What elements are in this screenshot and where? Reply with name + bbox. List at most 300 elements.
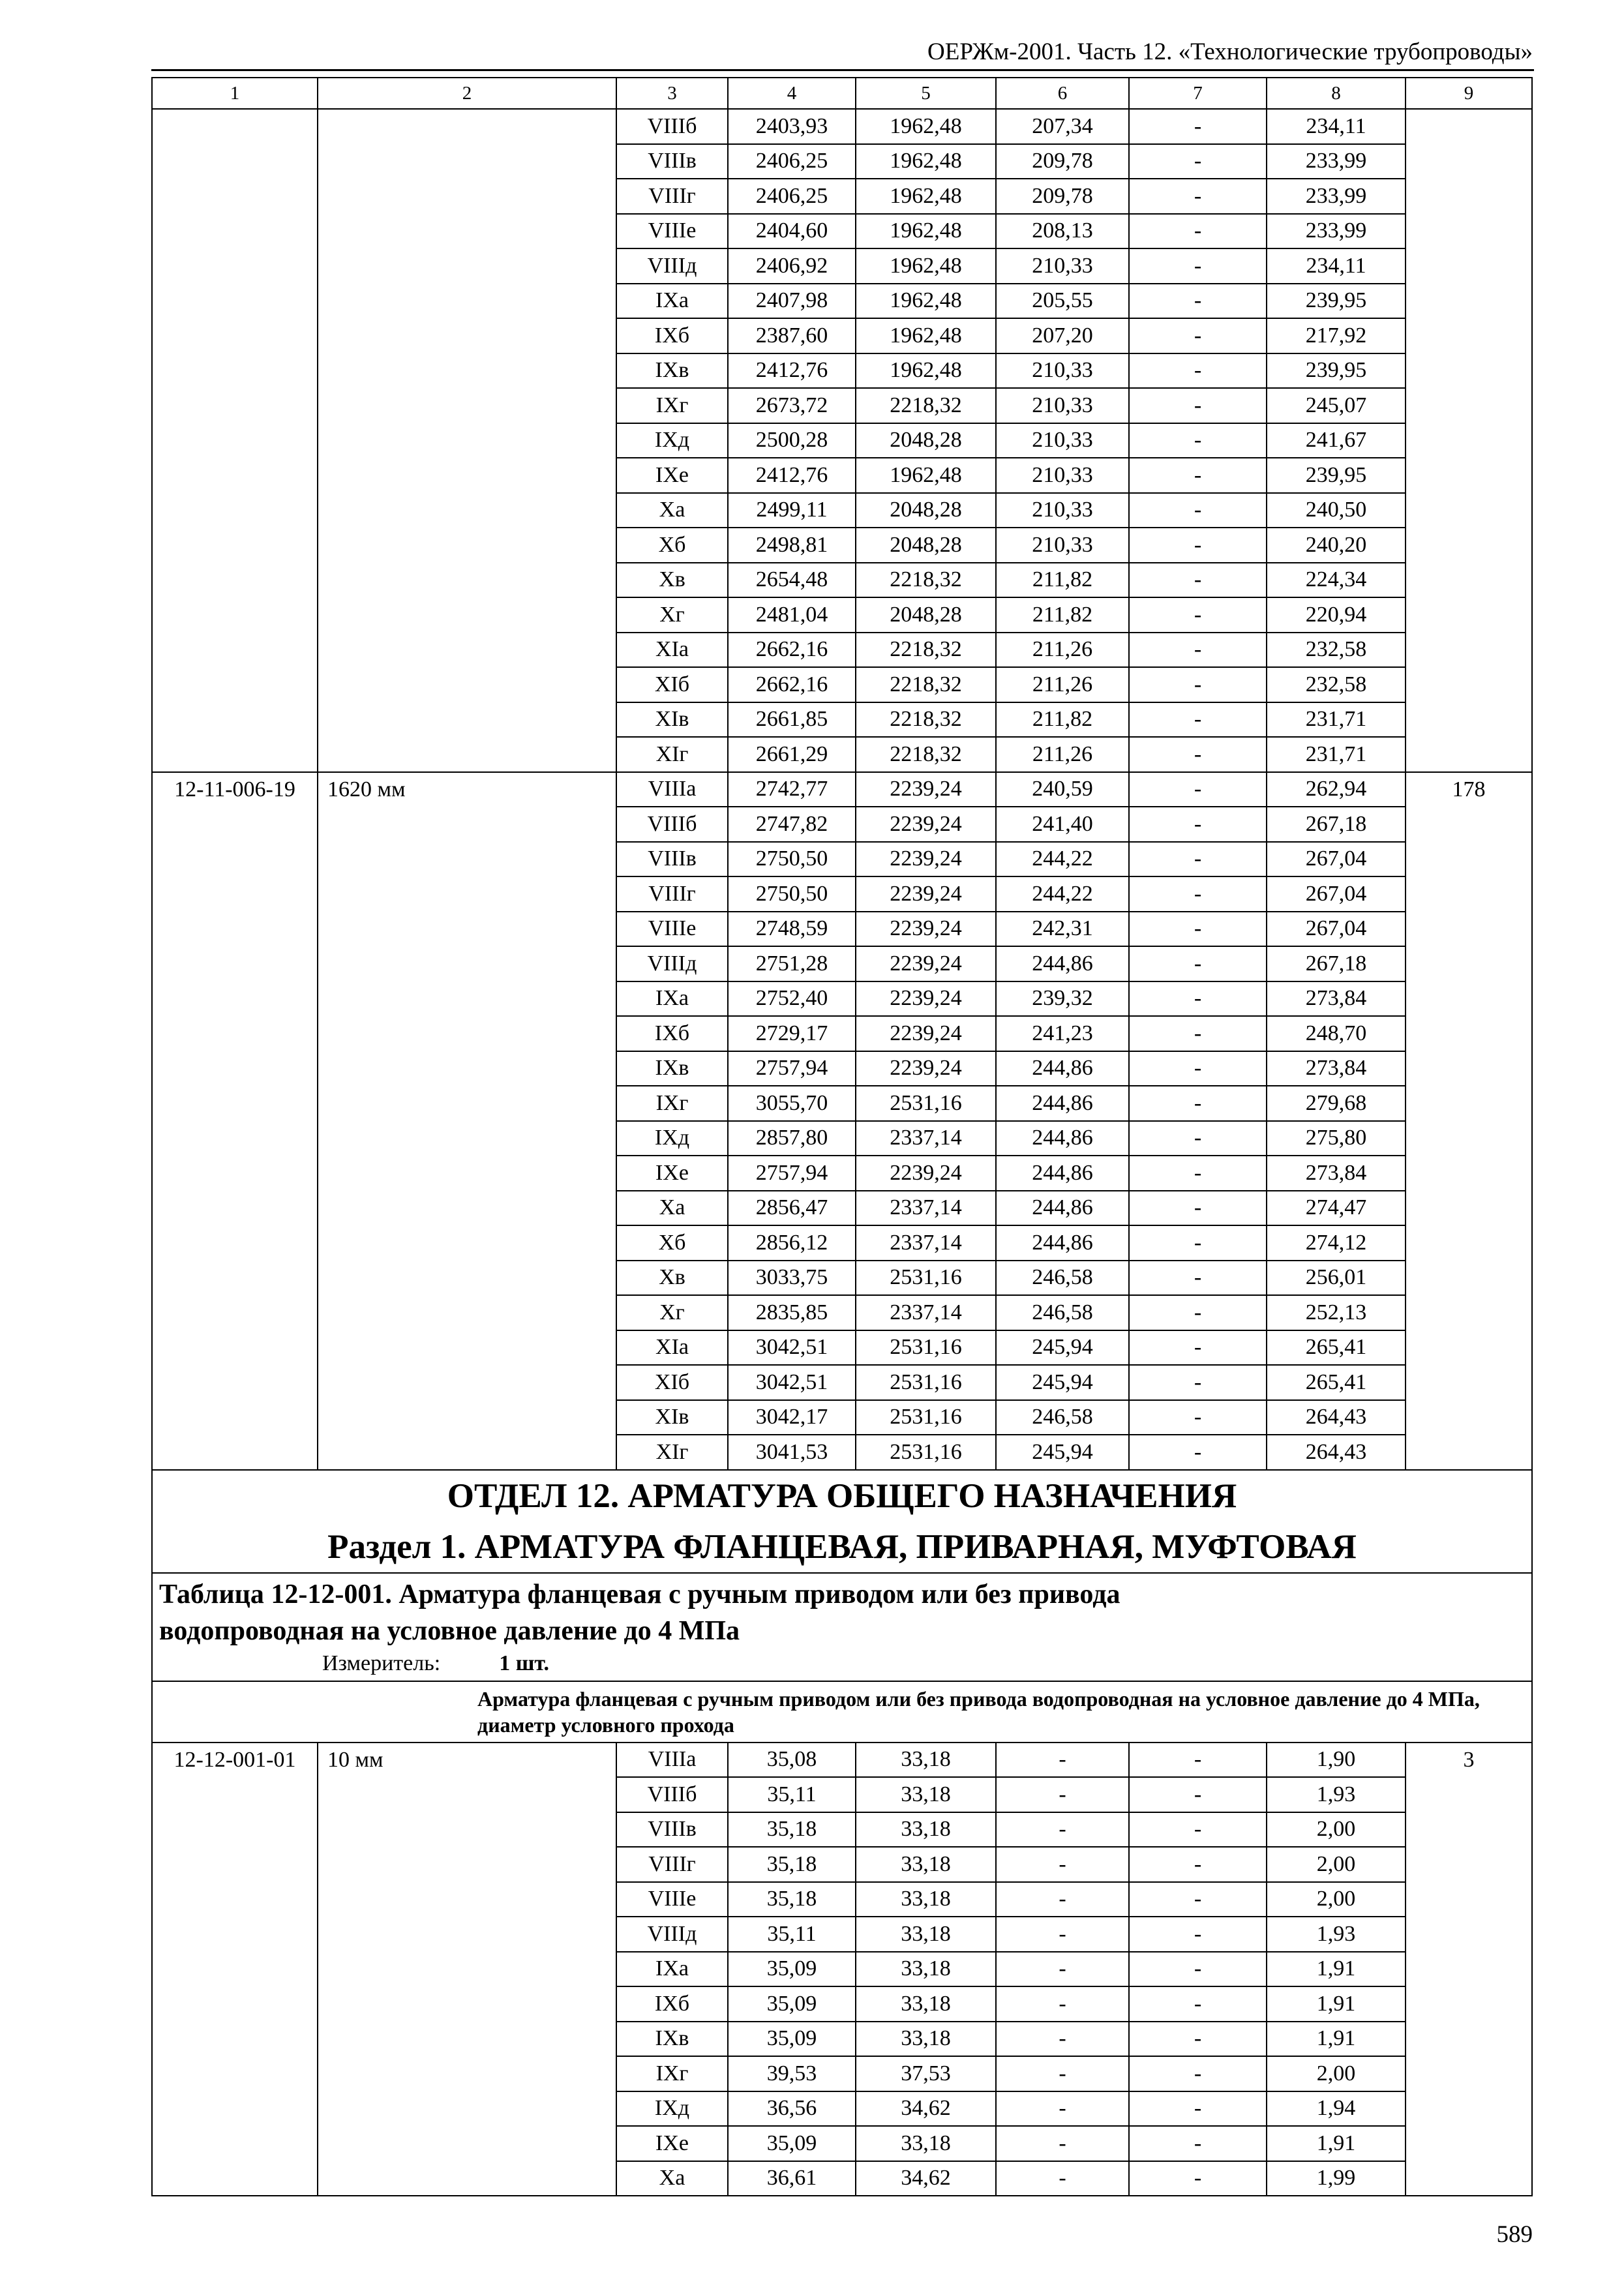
zone-cell: VIIIе <box>616 912 728 947</box>
machine-operation-cell: 210,33 <box>996 388 1129 423</box>
direct-costs-cell: 2729,17 <box>728 1016 856 1051</box>
driver-wages-cell: - <box>1129 2091 1267 2127</box>
wages-cell: 2218,32 <box>856 667 996 702</box>
materials-cell: 267,04 <box>1267 842 1406 877</box>
wages-cell: 2239,24 <box>856 842 996 877</box>
materials-cell: 2,00 <box>1267 1882 1406 1917</box>
direct-costs-cell: 2499,11 <box>728 493 856 528</box>
driver-wages-cell: - <box>1129 2056 1267 2091</box>
driver-wages-cell: - <box>1129 2126 1267 2161</box>
machine-operation-cell: - <box>996 2091 1129 2127</box>
zone-cell: IXе <box>616 2126 728 2161</box>
driver-wages-cell: - <box>1129 807 1267 842</box>
driver-wages-cell: - <box>1129 946 1267 981</box>
driver-wages-cell: - <box>1129 1191 1267 1226</box>
zone-cell: IXг <box>616 2056 728 2091</box>
direct-costs-cell: 3033,75 <box>728 1261 856 1296</box>
direct-costs-cell: 2750,50 <box>728 876 856 912</box>
zone-cell: Xа <box>616 493 728 528</box>
machine-operation-cell: 245,94 <box>996 1365 1129 1400</box>
wages-cell: 2239,24 <box>856 807 996 842</box>
machine-operation-cell: 246,58 <box>996 1261 1129 1296</box>
driver-wages-cell: - <box>1129 1295 1267 1330</box>
machine-operation-cell: 210,33 <box>996 528 1129 563</box>
machine-operation-cell: 211,26 <box>996 737 1129 772</box>
materials-cell: 233,99 <box>1267 144 1406 179</box>
zone-cell: XIг <box>616 1435 728 1470</box>
materials-cell: 2,00 <box>1267 2056 1406 2091</box>
direct-costs-cell: 2481,04 <box>728 597 856 633</box>
materials-cell: 1,93 <box>1267 1917 1406 1952</box>
driver-wages-cell: - <box>1129 144 1267 179</box>
direct-costs-cell: 35,11 <box>728 1917 856 1952</box>
machine-operation-cell: 209,78 <box>996 179 1129 214</box>
table-title <box>152 1573 1532 1681</box>
wages-cell: 33,18 <box>856 1743 996 1778</box>
materials-cell: 239,95 <box>1267 353 1406 389</box>
wages-cell: 2218,32 <box>856 563 996 598</box>
materials-cell: 273,84 <box>1267 1051 1406 1086</box>
wages-cell: 2531,16 <box>856 1261 996 1296</box>
materials-cell: 274,47 <box>1267 1191 1406 1226</box>
zone-cell: IXв <box>616 1051 728 1086</box>
materials-cell: 231,71 <box>1267 737 1406 772</box>
direct-costs-cell: 35,09 <box>728 2126 856 2161</box>
column-number: 7 <box>1129 78 1267 109</box>
measure-unit <box>159 1649 1525 1678</box>
norm-code-cell <box>152 109 318 772</box>
driver-wages-cell: - <box>1129 1330 1267 1366</box>
wages-cell: 2337,14 <box>856 1121 996 1156</box>
materials-cell: 224,34 <box>1267 563 1406 598</box>
materials-cell: 232,58 <box>1267 667 1406 702</box>
column-number: 3 <box>616 78 728 109</box>
machine-operation-cell: - <box>996 1917 1129 1952</box>
machine-operation-cell: 240,59 <box>996 772 1129 807</box>
wages-cell: 2218,32 <box>856 702 996 738</box>
machine-operation-cell: - <box>996 1952 1129 1987</box>
direct-costs-cell: 2403,93 <box>728 109 856 144</box>
wages-cell: 2239,24 <box>856 912 996 947</box>
direct-costs-cell: 35,11 <box>728 1777 856 1812</box>
materials-cell: 240,50 <box>1267 493 1406 528</box>
driver-wages-cell: - <box>1129 563 1267 598</box>
wages-cell: 2531,16 <box>856 1400 996 1435</box>
zone-cell: IXв <box>616 353 728 389</box>
driver-wages-cell: - <box>1129 1812 1267 1848</box>
wages-cell: 1962,48 <box>856 353 996 389</box>
wages-cell: 33,18 <box>856 1917 996 1952</box>
zone-cell: VIIIд <box>616 946 728 981</box>
materials-cell: 267,18 <box>1267 807 1406 842</box>
direct-costs-cell: 35,08 <box>728 1743 856 1778</box>
table-title-line2: водопроводная на условное давление до 4 МПа <box>159 1615 740 1646</box>
machine-operation-cell: 210,33 <box>996 353 1129 389</box>
materials-cell: 1,90 <box>1267 1743 1406 1778</box>
machine-operation-cell: 207,20 <box>996 318 1129 353</box>
driver-wages-cell: - <box>1129 633 1267 668</box>
driver-wages-cell: - <box>1129 1225 1267 1261</box>
driver-wages-cell: - <box>1129 179 1267 214</box>
table-title-line1: Таблица 12-12-001. Арматура фланцевая с ручным приводом или без привода <box>159 1579 1120 1609</box>
wages-cell: 33,18 <box>856 1986 996 2022</box>
driver-wages-cell: - <box>1129 318 1267 353</box>
driver-wages-cell: - <box>1129 1261 1267 1296</box>
machine-operation-cell: 244,86 <box>996 1191 1129 1226</box>
direct-costs-cell: 2856,47 <box>728 1191 856 1226</box>
wages-cell: 2218,32 <box>856 388 996 423</box>
driver-wages-cell: - <box>1129 528 1267 563</box>
direct-costs-cell: 3042,51 <box>728 1365 856 1400</box>
machine-operation-cell: 210,33 <box>996 248 1129 284</box>
driver-wages-cell: - <box>1129 248 1267 284</box>
department-title: ОТДЕЛ 12. АРМАТУРА ОБЩЕГО НАЗНАЧЕНИЯ <box>447 1476 1237 1515</box>
wages-cell: 2048,28 <box>856 423 996 458</box>
direct-costs-cell: 2404,60 <box>728 214 856 249</box>
wages-cell: 2048,28 <box>856 493 996 528</box>
driver-wages-cell: - <box>1129 2022 1267 2057</box>
machine-operation-cell: 242,31 <box>996 912 1129 947</box>
machine-operation-cell: 244,86 <box>996 1051 1129 1086</box>
direct-costs-cell: 2751,28 <box>728 946 856 981</box>
driver-wages-cell: - <box>1129 1086 1267 1121</box>
materials-cell: 252,13 <box>1267 1295 1406 1330</box>
materials-cell: 279,68 <box>1267 1086 1406 1121</box>
direct-costs-cell: 35,09 <box>728 2022 856 2057</box>
machine-operation-cell: 244,22 <box>996 842 1129 877</box>
driver-wages-cell: - <box>1129 493 1267 528</box>
materials-cell: 240,20 <box>1267 528 1406 563</box>
machine-operation-cell: - <box>996 1743 1129 1778</box>
wages-cell: 37,53 <box>856 2056 996 2091</box>
direct-costs-cell: 2748,59 <box>728 912 856 947</box>
driver-wages-cell: - <box>1129 1121 1267 1156</box>
materials-cell: 1,99 <box>1267 2161 1406 2196</box>
driver-wages-cell: - <box>1129 1156 1267 1191</box>
wages-cell: 2239,24 <box>856 772 996 807</box>
direct-costs-cell: 35,18 <box>728 1847 856 1882</box>
driver-wages-cell: - <box>1129 1952 1267 1987</box>
zone-cell: Xа <box>616 1191 728 1226</box>
column-number: 4 <box>728 78 856 109</box>
wages-cell: 2239,24 <box>856 1051 996 1086</box>
zone-cell: VIIIд <box>616 248 728 284</box>
table-row <box>152 1743 1532 1778</box>
zone-cell: IXг <box>616 1086 728 1121</box>
zone-cell: Xб <box>616 528 728 563</box>
direct-costs-cell: 3042,51 <box>728 1330 856 1366</box>
driver-wages-cell: - <box>1129 109 1267 144</box>
zone-cell: IXе <box>616 458 728 493</box>
zone-cell: XIа <box>616 633 728 668</box>
materials-cell: 265,41 <box>1267 1365 1406 1400</box>
materials-cell: 220,94 <box>1267 597 1406 633</box>
wages-cell: 33,18 <box>856 1882 996 1917</box>
wages-cell: 1962,48 <box>856 179 996 214</box>
direct-costs-cell: 2747,82 <box>728 807 856 842</box>
machine-operation-cell: 241,23 <box>996 1016 1129 1051</box>
wages-cell: 2239,24 <box>856 981 996 1017</box>
direct-costs-cell: 3041,53 <box>728 1435 856 1470</box>
wages-cell: 1962,48 <box>856 318 996 353</box>
direct-costs-cell: 36,61 <box>728 2161 856 2196</box>
mass-cell: 178 <box>1406 772 1532 1470</box>
zone-cell: XIв <box>616 702 728 738</box>
direct-costs-cell: 2750,50 <box>728 842 856 877</box>
section-title: Раздел 1. АРМАТУРА ФЛАНЦЕВАЯ, ПРИВАРНАЯ, МУФТОВАЯ <box>327 1527 1357 1566</box>
materials-cell: 2,00 <box>1267 1812 1406 1848</box>
subheading: Арматура фланцевая с ручным приводом или без привода водопроводная на условное давление до 4 МПа, диаметр условного прохода <box>152 1681 1532 1743</box>
wages-cell: 2337,14 <box>856 1191 996 1226</box>
wages-cell: 2218,32 <box>856 737 996 772</box>
machine-operation-cell: 211,26 <box>996 667 1129 702</box>
direct-costs-cell: 2412,76 <box>728 353 856 389</box>
machine-operation-cell: 245,94 <box>996 1435 1129 1470</box>
driver-wages-cell: - <box>1129 1777 1267 1812</box>
zone-cell: VIIIв <box>616 842 728 877</box>
machine-operation-cell: 210,33 <box>996 423 1129 458</box>
machine-operation-cell: 245,94 <box>996 1330 1129 1366</box>
machine-operation-cell: - <box>996 2126 1129 2161</box>
machine-operation-cell: - <box>996 1882 1129 1917</box>
wages-cell: 34,62 <box>856 2091 996 2127</box>
direct-costs-cell: 2757,94 <box>728 1156 856 1191</box>
driver-wages-cell: - <box>1129 597 1267 633</box>
driver-wages-cell: - <box>1129 2161 1267 2196</box>
materials-cell: 1,91 <box>1267 2022 1406 2057</box>
machine-operation-cell: 241,40 <box>996 807 1129 842</box>
wages-cell: 2218,32 <box>856 633 996 668</box>
direct-costs-cell: 3055,70 <box>728 1086 856 1121</box>
materials-cell: 217,92 <box>1267 318 1406 353</box>
direct-costs-cell: 2407,98 <box>728 284 856 319</box>
norm-code-cell: 12-11-006-19 <box>152 772 318 1470</box>
wages-cell: 34,62 <box>856 2161 996 2196</box>
wages-cell: 33,18 <box>856 1952 996 1987</box>
mass-cell <box>1406 109 1532 772</box>
wages-cell: 2239,24 <box>856 1016 996 1051</box>
wages-cell: 1962,48 <box>856 458 996 493</box>
materials-cell: 264,43 <box>1267 1400 1406 1435</box>
table-title-row <box>152 1573 1532 1681</box>
zone-cell: IXд <box>616 423 728 458</box>
machine-operation-cell: - <box>996 1847 1129 1882</box>
machine-operation-cell: 244,86 <box>996 946 1129 981</box>
materials-cell: 231,71 <box>1267 702 1406 738</box>
driver-wages-cell: - <box>1129 1917 1267 1952</box>
zone-cell: IXа <box>616 981 728 1017</box>
direct-costs-cell: 3042,17 <box>728 1400 856 1435</box>
driver-wages-cell: - <box>1129 388 1267 423</box>
column-number: 1 <box>152 78 318 109</box>
wages-cell: 2239,24 <box>856 876 996 912</box>
materials-cell: 248,70 <box>1267 1016 1406 1051</box>
wages-cell: 1962,48 <box>856 144 996 179</box>
driver-wages-cell: - <box>1129 772 1267 807</box>
wages-cell: 1962,48 <box>856 284 996 319</box>
wages-cell: 2048,28 <box>856 528 996 563</box>
machine-operation-cell: - <box>996 2056 1129 2091</box>
machine-operation-cell: 244,86 <box>996 1121 1129 1156</box>
direct-costs-cell: 2742,77 <box>728 772 856 807</box>
materials-cell: 1,91 <box>1267 1986 1406 2022</box>
materials-cell: 267,04 <box>1267 876 1406 912</box>
direct-costs-cell: 35,18 <box>728 1812 856 1848</box>
wages-cell: 2531,16 <box>856 1330 996 1366</box>
wages-cell: 1962,48 <box>856 214 996 249</box>
driver-wages-cell: - <box>1129 667 1267 702</box>
machine-operation-cell: - <box>996 1986 1129 2022</box>
zone-cell: VIIIе <box>616 214 728 249</box>
zone-cell: VIIIб <box>616 807 728 842</box>
zone-cell: VIIIб <box>616 1777 728 1812</box>
materials-cell: 273,84 <box>1267 981 1406 1017</box>
running-header: ОЕРЖм-2001. Часть 12. «Технологические трубопроводы» <box>927 38 1533 65</box>
direct-costs-cell: 2661,85 <box>728 702 856 738</box>
column-number: 8 <box>1267 78 1406 109</box>
machine-operation-cell: 244,86 <box>996 1225 1129 1261</box>
wages-cell: 2531,16 <box>856 1365 996 1400</box>
driver-wages-cell: - <box>1129 1847 1267 1882</box>
measure-label: Измеритель: <box>322 1651 441 1675</box>
department-heading <box>152 1470 1532 1573</box>
zone-cell: VIIIа <box>616 772 728 807</box>
machine-operation-cell: 244,86 <box>996 1156 1129 1191</box>
table-row <box>152 772 1532 807</box>
driver-wages-cell: - <box>1129 1435 1267 1470</box>
materials-cell: 233,99 <box>1267 214 1406 249</box>
materials-cell: 232,58 <box>1267 633 1406 668</box>
direct-costs-cell: 2662,16 <box>728 667 856 702</box>
direct-costs-cell: 2406,92 <box>728 248 856 284</box>
driver-wages-cell: - <box>1129 702 1267 738</box>
materials-cell: 256,01 <box>1267 1261 1406 1296</box>
driver-wages-cell: - <box>1129 876 1267 912</box>
mass-cell: 3 <box>1406 1743 1532 2196</box>
driver-wages-cell: - <box>1129 214 1267 249</box>
wages-cell: 2239,24 <box>856 946 996 981</box>
machine-operation-cell: - <box>996 1812 1129 1848</box>
driver-wages-cell: - <box>1129 737 1267 772</box>
zone-cell: VIIIв <box>616 1812 728 1848</box>
driver-wages-cell: - <box>1129 842 1267 877</box>
zone-cell: XIб <box>616 1365 728 1400</box>
wages-cell: 2048,28 <box>856 597 996 633</box>
column-number: 2 <box>318 78 616 109</box>
materials-cell: 267,04 <box>1267 912 1406 947</box>
machine-operation-cell: 244,86 <box>996 1086 1129 1121</box>
materials-cell: 274,12 <box>1267 1225 1406 1261</box>
diameter-cell: 1620 мм <box>318 772 616 1470</box>
wages-cell: 2531,16 <box>856 1435 996 1470</box>
direct-costs-cell: 2406,25 <box>728 179 856 214</box>
measure-value: 1 шт. <box>499 1651 550 1675</box>
table-row <box>152 109 1532 144</box>
zone-cell: VIIIе <box>616 1882 728 1917</box>
column-number-row <box>152 78 1532 109</box>
zone-cell: XIв <box>616 1400 728 1435</box>
driver-wages-cell: - <box>1129 912 1267 947</box>
wages-cell: 1962,48 <box>856 248 996 284</box>
direct-costs-cell: 2654,48 <box>728 563 856 598</box>
machine-operation-cell: 211,82 <box>996 597 1129 633</box>
zone-cell: VIIIд <box>616 1917 728 1952</box>
wages-cell: 2337,14 <box>856 1295 996 1330</box>
materials-cell: 233,99 <box>1267 179 1406 214</box>
machine-operation-cell: 211,82 <box>996 563 1129 598</box>
wages-cell: 33,18 <box>856 1847 996 1882</box>
machine-operation-cell: 208,13 <box>996 214 1129 249</box>
machine-operation-cell: 246,58 <box>996 1400 1129 1435</box>
machine-operation-cell: 239,32 <box>996 981 1129 1017</box>
zone-cell: Xг <box>616 597 728 633</box>
zone-cell: IXе <box>616 1156 728 1191</box>
machine-operation-cell: 209,78 <box>996 144 1129 179</box>
driver-wages-cell: - <box>1129 1365 1267 1400</box>
zone-cell: XIг <box>616 737 728 772</box>
direct-costs-cell: 35,18 <box>728 1882 856 1917</box>
price-table <box>151 77 1533 2196</box>
materials-cell: 234,11 <box>1267 109 1406 144</box>
zone-cell: XIб <box>616 667 728 702</box>
wages-cell: 2337,14 <box>856 1225 996 1261</box>
direct-costs-cell: 2856,12 <box>728 1225 856 1261</box>
machine-operation-cell: 244,22 <box>996 876 1129 912</box>
materials-cell: 234,11 <box>1267 248 1406 284</box>
machine-operation-cell: 207,34 <box>996 109 1129 144</box>
materials-cell: 1,93 <box>1267 1777 1406 1812</box>
materials-cell: 239,95 <box>1267 284 1406 319</box>
wages-cell: 33,18 <box>856 2126 996 2161</box>
wages-cell: 2531,16 <box>856 1086 996 1121</box>
zone-cell: IXв <box>616 2022 728 2057</box>
column-number: 6 <box>996 78 1129 109</box>
machine-operation-cell: - <box>996 1777 1129 1812</box>
driver-wages-cell: - <box>1129 1051 1267 1086</box>
wages-cell: 33,18 <box>856 2022 996 2057</box>
zone-cell: VIIIг <box>616 876 728 912</box>
direct-costs-cell: 2857,80 <box>728 1121 856 1156</box>
machine-operation-cell: 210,33 <box>996 458 1129 493</box>
wages-cell: 33,18 <box>856 1812 996 1848</box>
driver-wages-cell: - <box>1129 981 1267 1017</box>
driver-wages-cell: - <box>1129 423 1267 458</box>
wages-cell: 33,18 <box>856 1777 996 1812</box>
direct-costs-cell: 2752,40 <box>728 981 856 1017</box>
driver-wages-cell: - <box>1129 1400 1267 1435</box>
column-number: 5 <box>856 78 996 109</box>
zone-cell: Xа <box>616 2161 728 2196</box>
wages-cell: 2239,24 <box>856 1156 996 1191</box>
driver-wages-cell: - <box>1129 1986 1267 2022</box>
zone-cell: IXг <box>616 388 728 423</box>
zone-cell: Xв <box>616 563 728 598</box>
diameter-cell <box>318 109 616 772</box>
zone-cell: XIа <box>616 1330 728 1366</box>
zone-cell: IXб <box>616 1016 728 1051</box>
zone-cell: IXа <box>616 284 728 319</box>
direct-costs-cell: 2498,81 <box>728 528 856 563</box>
direct-costs-cell: 2757,94 <box>728 1051 856 1086</box>
direct-costs-cell: 2673,72 <box>728 388 856 423</box>
direct-costs-cell: 2387,60 <box>728 318 856 353</box>
direct-costs-cell: 2662,16 <box>728 633 856 668</box>
machine-operation-cell: 211,26 <box>996 633 1129 668</box>
norm-code-cell: 12-12-001-01 <box>152 1743 318 2196</box>
direct-costs-cell: 39,53 <box>728 2056 856 2091</box>
materials-cell: 265,41 <box>1267 1330 1406 1366</box>
machine-operation-cell: 205,55 <box>996 284 1129 319</box>
